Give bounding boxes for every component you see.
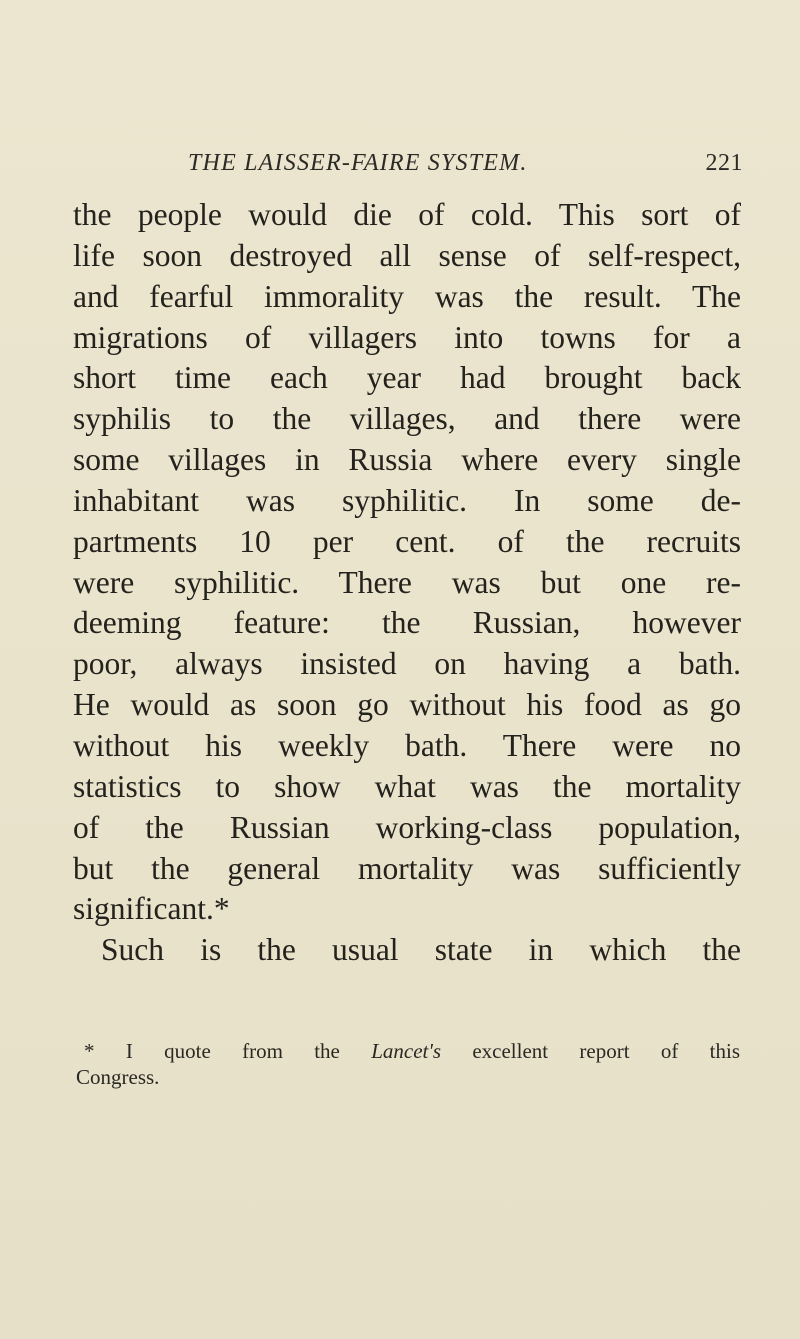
text-line: partments 10 per cent. of the recruits (73, 523, 741, 559)
footnote (76, 1038, 740, 1090)
footnote-italic-title: Lancet's (371, 1039, 442, 1063)
text-line: short time each year had brought back (73, 360, 741, 396)
text-line: of the Russian working-class population, (73, 809, 741, 845)
text-line: without his weekly bath. There were no (73, 727, 741, 763)
text-line: were syphilitic. There was but one re- (73, 564, 741, 600)
text-line: deeming feature: the Russian, however (73, 605, 741, 641)
footnote-marker: * (84, 1039, 95, 1063)
text-line: poor, always insisted on having a bath. (73, 646, 741, 682)
text-line: inhabitant was syphilitic. In some de- (73, 482, 741, 518)
text-line: and fearful immorality was the result. The (73, 278, 741, 314)
footnote-text-rest: excellent report of this (472, 1039, 741, 1063)
text-line: significant.* (73, 891, 230, 927)
footnote-text: I quote from the (125, 1039, 340, 1063)
text-line: migrations of villagers into towns for a (73, 319, 741, 355)
text-line: but the general mortality was sufficiently (73, 850, 741, 886)
footnote-continuation: Congress. (76, 1065, 160, 1089)
text-line: He would as soon go without his food as go (73, 687, 741, 723)
paragraph-start-line: Such is the usual state in which the (101, 932, 741, 968)
page-number: 221 (705, 150, 743, 176)
text-line: some villages in Russia where every single (73, 442, 741, 478)
body-text (73, 195, 741, 971)
running-head (188, 150, 743, 180)
footnote-line (76, 1038, 740, 1064)
running-title: THE LAISSER-FAIRE SYSTEM. (188, 150, 528, 176)
text-line: statistics to show what was the mortality (73, 768, 741, 804)
text-line: syphilis to the villages, and there were (73, 401, 741, 437)
text-line: the people would die of cold. This sort of (73, 197, 741, 232)
text-line: life soon destroyed all sense of self-respect, (73, 237, 741, 273)
